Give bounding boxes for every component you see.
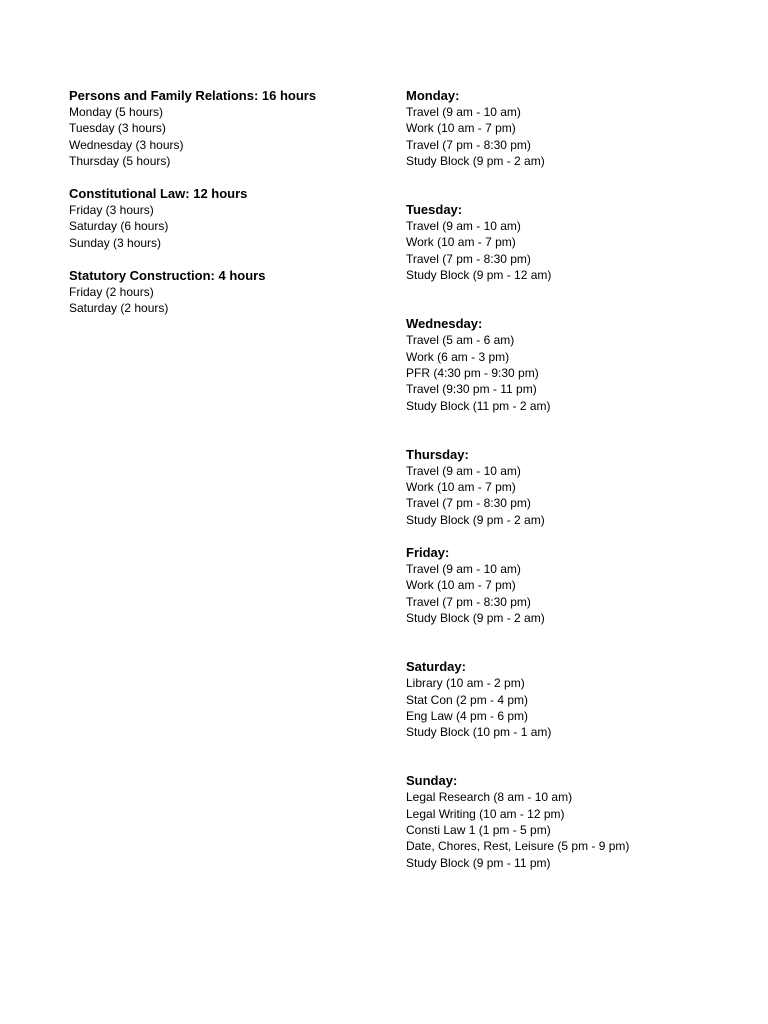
schedule-item: Travel (9 am - 10 am) bbox=[406, 463, 521, 478]
schedule-item: Travel (9 am - 10 am) bbox=[406, 219, 521, 234]
subject-block-statcon bbox=[69, 268, 389, 317]
day-block-saturday bbox=[406, 659, 746, 740]
schedule-item: Work (10 am - 7 pm) bbox=[406, 235, 516, 250]
day-block-thursday bbox=[406, 447, 746, 528]
schedule-item: Travel (9 am - 10 am) bbox=[406, 105, 521, 119]
schedule-item: PFR (4:30 pm - 9:30 pm) bbox=[406, 365, 539, 380]
schedule-item: Travel (7 pm - 8:30 pm) bbox=[406, 496, 531, 511]
schedule-item: Travel (7 pm - 8:30 pm) bbox=[406, 137, 531, 152]
day-block-friday bbox=[406, 545, 746, 626]
schedule-item: Study Block (9 pm - 2 am) bbox=[406, 610, 545, 625]
day-heading: Saturday: bbox=[406, 659, 466, 675]
schedule-item: Travel (5 am - 6 am) bbox=[406, 333, 515, 348]
day-heading: Sunday: bbox=[406, 773, 458, 789]
subject-day-item: Monday (5 hours) bbox=[69, 105, 164, 119]
day-heading: Friday: bbox=[406, 545, 450, 561]
subject-day-item: Sunday (3 hours) bbox=[69, 235, 162, 250]
subject-heading: Constitutional Law: 12 hours bbox=[69, 186, 248, 202]
schedule-item: Consti Law 1 (1 pm - 5 pm) bbox=[406, 823, 551, 838]
schedule-item: Travel (9:30 pm - 11 pm) bbox=[406, 382, 537, 397]
schedule-item: Work (10 am - 7 pm) bbox=[406, 121, 516, 136]
subject-day-item: Tuesday (3 hours) bbox=[69, 121, 166, 136]
schedule-item: Study Block (9 pm - 2 am) bbox=[406, 153, 545, 168]
day-block-monday bbox=[406, 88, 746, 169]
day-heading: Thursday: bbox=[406, 446, 469, 462]
subject-day-item: Saturday (2 hours) bbox=[69, 301, 169, 316]
day-heading: Wednesday: bbox=[406, 316, 483, 332]
day-block-tuesday bbox=[406, 202, 746, 283]
subject-day-item: Wednesday (3 hours) bbox=[69, 137, 184, 152]
schedule-item: Eng Law (4 pm - 6 pm) bbox=[406, 708, 529, 723]
subject-hours-column bbox=[69, 88, 389, 317]
subject-day-item: Thursday (5 hours) bbox=[69, 153, 171, 168]
schedule-item: Study Block (9 pm - 12 am) bbox=[406, 268, 552, 283]
schedule-item: Legal Writing (10 am - 12 pm) bbox=[406, 806, 565, 821]
day-block-sunday bbox=[406, 773, 746, 870]
day-block-wednesday bbox=[406, 316, 746, 413]
subject-block-consti bbox=[69, 186, 389, 251]
subject-day-item: Saturday (6 hours) bbox=[69, 219, 169, 234]
schedule-item: Library (10 am - 2 pm) bbox=[406, 676, 525, 691]
schedule-item: Study Block (9 pm - 11 pm) bbox=[406, 855, 551, 870]
subject-day-item: Friday (3 hours) bbox=[69, 203, 154, 218]
schedule-item: Work (10 am - 7 pm) bbox=[406, 578, 516, 593]
weekly-schedule-column bbox=[406, 88, 746, 871]
subject-heading: Statutory Construction: 4 hours bbox=[69, 268, 266, 284]
subject-block-pfr bbox=[69, 88, 389, 169]
subject-heading: Persons and Family Relations: 16 hours bbox=[69, 88, 317, 103]
day-heading: Monday: bbox=[406, 88, 460, 103]
schedule-item: Stat Con (2 pm - 4 pm) bbox=[406, 692, 529, 707]
schedule-item: Work (6 am - 3 pm) bbox=[406, 349, 510, 364]
schedule-item: Travel (9 am - 10 am) bbox=[406, 562, 521, 577]
schedule-item: Legal Research (8 am - 10 am) bbox=[406, 790, 573, 805]
subject-day-item: Friday (2 hours) bbox=[69, 285, 154, 300]
schedule-item: Study Block (9 pm - 2 am) bbox=[406, 512, 545, 527]
schedule-item: Study Block (11 pm - 2 am) bbox=[406, 398, 551, 413]
day-heading: Tuesday: bbox=[406, 202, 463, 218]
schedule-item: Work (10 am - 7 pm) bbox=[406, 480, 516, 495]
schedule-item: Travel (7 pm - 8:30 pm) bbox=[406, 251, 531, 266]
schedule-item: Travel (7 pm - 8:30 pm) bbox=[406, 594, 531, 609]
schedule-item: Study Block (10 pm - 1 am) bbox=[406, 725, 552, 740]
schedule-item: Date, Chores, Rest, Leisure (5 pm - 9 pm) bbox=[406, 839, 630, 854]
